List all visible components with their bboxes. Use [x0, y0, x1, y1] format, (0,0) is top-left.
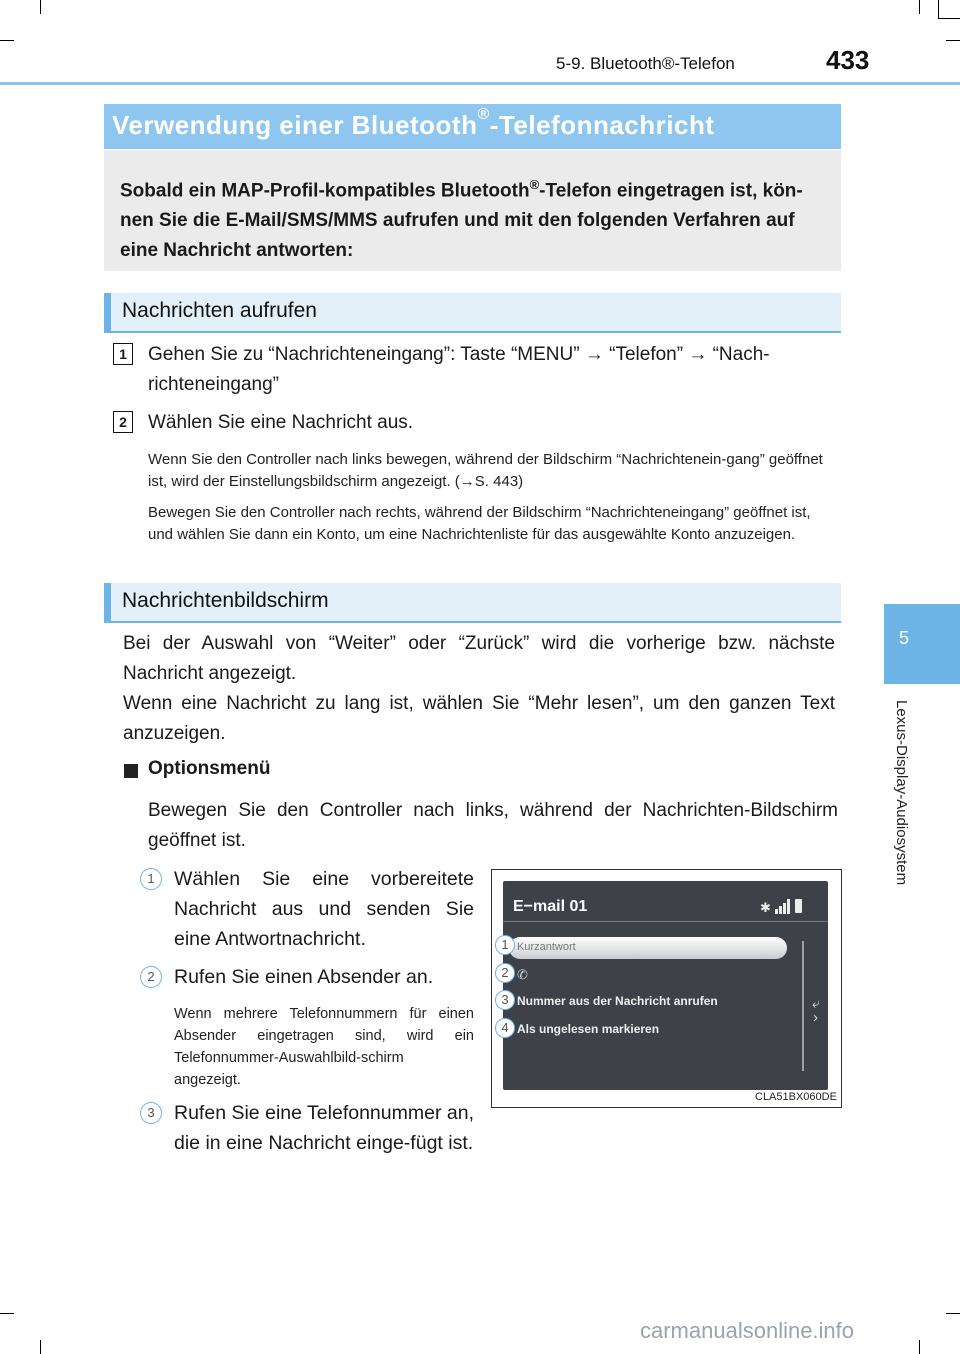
paragraph: Wenn eine Nachricht zu lang ist, wählen Sie “Mehr lesen”, um den ganzen Text anzuzeigen.	[123, 693, 835, 744]
crop-mark	[938, 18, 960, 19]
item-text: Rufen Sie eine Telefonnummer an, die in eine Nachricht einge-fügt ist.	[174, 1102, 474, 1154]
item-text: Rufen Sie einen Absender an.	[174, 966, 434, 988]
bluetooth-icon: ✱	[760, 900, 771, 915]
crop-mark	[946, 1313, 960, 1314]
crop-mark	[919, 1340, 920, 1354]
registered-mark: ®	[477, 106, 490, 123]
watermark[interactable]: carmanualsonline.info	[640, 1318, 855, 1343]
screen-divider	[503, 921, 828, 922]
menu-item-nummer-anrufen[interactable]: Nummer aus der Nachricht anrufen	[517, 994, 718, 1008]
section-heading-nachrichten-aufrufen	[104, 293, 841, 333]
page-number: 433	[826, 45, 870, 75]
chapter-tab-label	[893, 700, 919, 920]
section-heading-bar	[104, 293, 111, 331]
registered-mark: ®	[529, 177, 540, 192]
intro-text-rest: -Telefon eingetragen ist, kön-nen Sie die E-Mail/SMS/MMS aufrufen und mit den folgenden Verfahren auf eine Nachricht antworten:	[120, 180, 803, 262]
item-number: 1	[140, 868, 162, 890]
chapter-tab-number: 5	[898, 628, 909, 648]
section-heading-bar	[104, 583, 111, 621]
note-text: Wenn Sie den Controller nach links bewegen, während der Bildschirm “Nachrichtenein-gang” geöffnet ist, wird der Einstellungsbildschirm angezeigt. (→S. 443)	[148, 451, 823, 490]
scroll-track	[802, 941, 804, 1071]
callout-number: 1	[495, 935, 515, 955]
callout-number: 4	[495, 1018, 515, 1038]
crop-mark	[919, 0, 920, 14]
step-text: Wählen Sie eine Nachricht aus.	[148, 412, 414, 433]
callout-number: 2	[495, 963, 515, 983]
item-number: 2	[140, 966, 162, 988]
chevron-right-icon[interactable]: ›	[813, 1009, 818, 1026]
menu-item-ungelesen-markieren[interactable]: Als ungelesen markieren	[517, 1022, 660, 1036]
main-title-part: Verwendung einer Bluetooth	[112, 110, 478, 140]
menu-item-kurzantwort[interactable]	[509, 937, 787, 959]
main-title	[112, 106, 715, 141]
subsection-title: Optionsmenü	[148, 758, 271, 779]
callout-number: 3	[495, 990, 515, 1010]
menu-item-label: Kurzantwort	[517, 941, 576, 953]
display-screen	[503, 881, 828, 1090]
note-text: Bewegen Sie den Controller nach rechts, während der Bildschirm “Nachrichteneingang” geöffnet ist, und wählen Sie dann ein Konto, um eine Nachrichtenliste für das ausgewählte Konto anzuzeigen.	[148, 504, 811, 543]
crop-mark	[938, 0, 939, 18]
step-number: 1	[113, 343, 133, 365]
main-title-rest: -Telefonnachricht	[489, 110, 715, 140]
paragraph: Bewegen Sie den Controller nach links, während der Nachrichten-Bildschirm geöffnet ist.	[148, 800, 838, 851]
crop-mark	[946, 40, 960, 41]
header-rule	[0, 82, 960, 85]
step-text	[148, 340, 838, 400]
section-heading-title: Nachrichtenbildschirm	[122, 589, 329, 612]
item-text: Wählen Sie eine vorbereitete Nachricht aus und senden Sie eine Antwortnachricht.	[174, 868, 474, 950]
square-bullet-icon	[124, 764, 138, 778]
crop-mark	[40, 0, 41, 14]
back-icon[interactable]: ⤶	[812, 995, 820, 1011]
step-text-line: Gehen Sie zu “Nachrichteneingang”: Taste “MENU” → “Telefon” → “Nach-	[148, 344, 770, 365]
section-label: 5-9. Bluetooth®-Telefon	[556, 54, 735, 73]
intro-text	[120, 170, 830, 266]
section-heading-nachrichtenbildschirm	[104, 583, 841, 623]
crop-mark	[40, 1340, 41, 1354]
intro-text-part: Sobald ein MAP-Profil-kompatibles Bluetooth	[120, 180, 530, 202]
signal-strength-icon	[775, 899, 791, 914]
crop-mark	[0, 40, 14, 41]
item-note: Wenn mehrere Telefonnummern für einen Absender eingetragen sind, wird ein Telefonnummer-Auswahlbild-schirm angezeigt.	[174, 1006, 474, 1088]
section-heading-title: Nachrichten aufrufen	[122, 299, 317, 322]
battery-icon	[795, 899, 802, 913]
chapter-tab-label-text: Lexus-Display-Audiosystem	[893, 700, 910, 886]
paragraph: Bei der Auswahl von “Weiter” oder “Zurück” wird die vorherige bzw. nächste Nachricht angezeigt.	[123, 633, 835, 684]
phone-icon[interactable]: ✆	[517, 967, 528, 982]
figure-code: CLA51BX060DE	[755, 1091, 837, 1103]
screen-title: E−mail 01	[513, 898, 588, 915]
step-number: 2	[113, 411, 133, 433]
item-number: 3	[140, 1102, 162, 1124]
crop-mark	[0, 1313, 14, 1314]
step-text-line: richteneingang”	[148, 374, 279, 395]
